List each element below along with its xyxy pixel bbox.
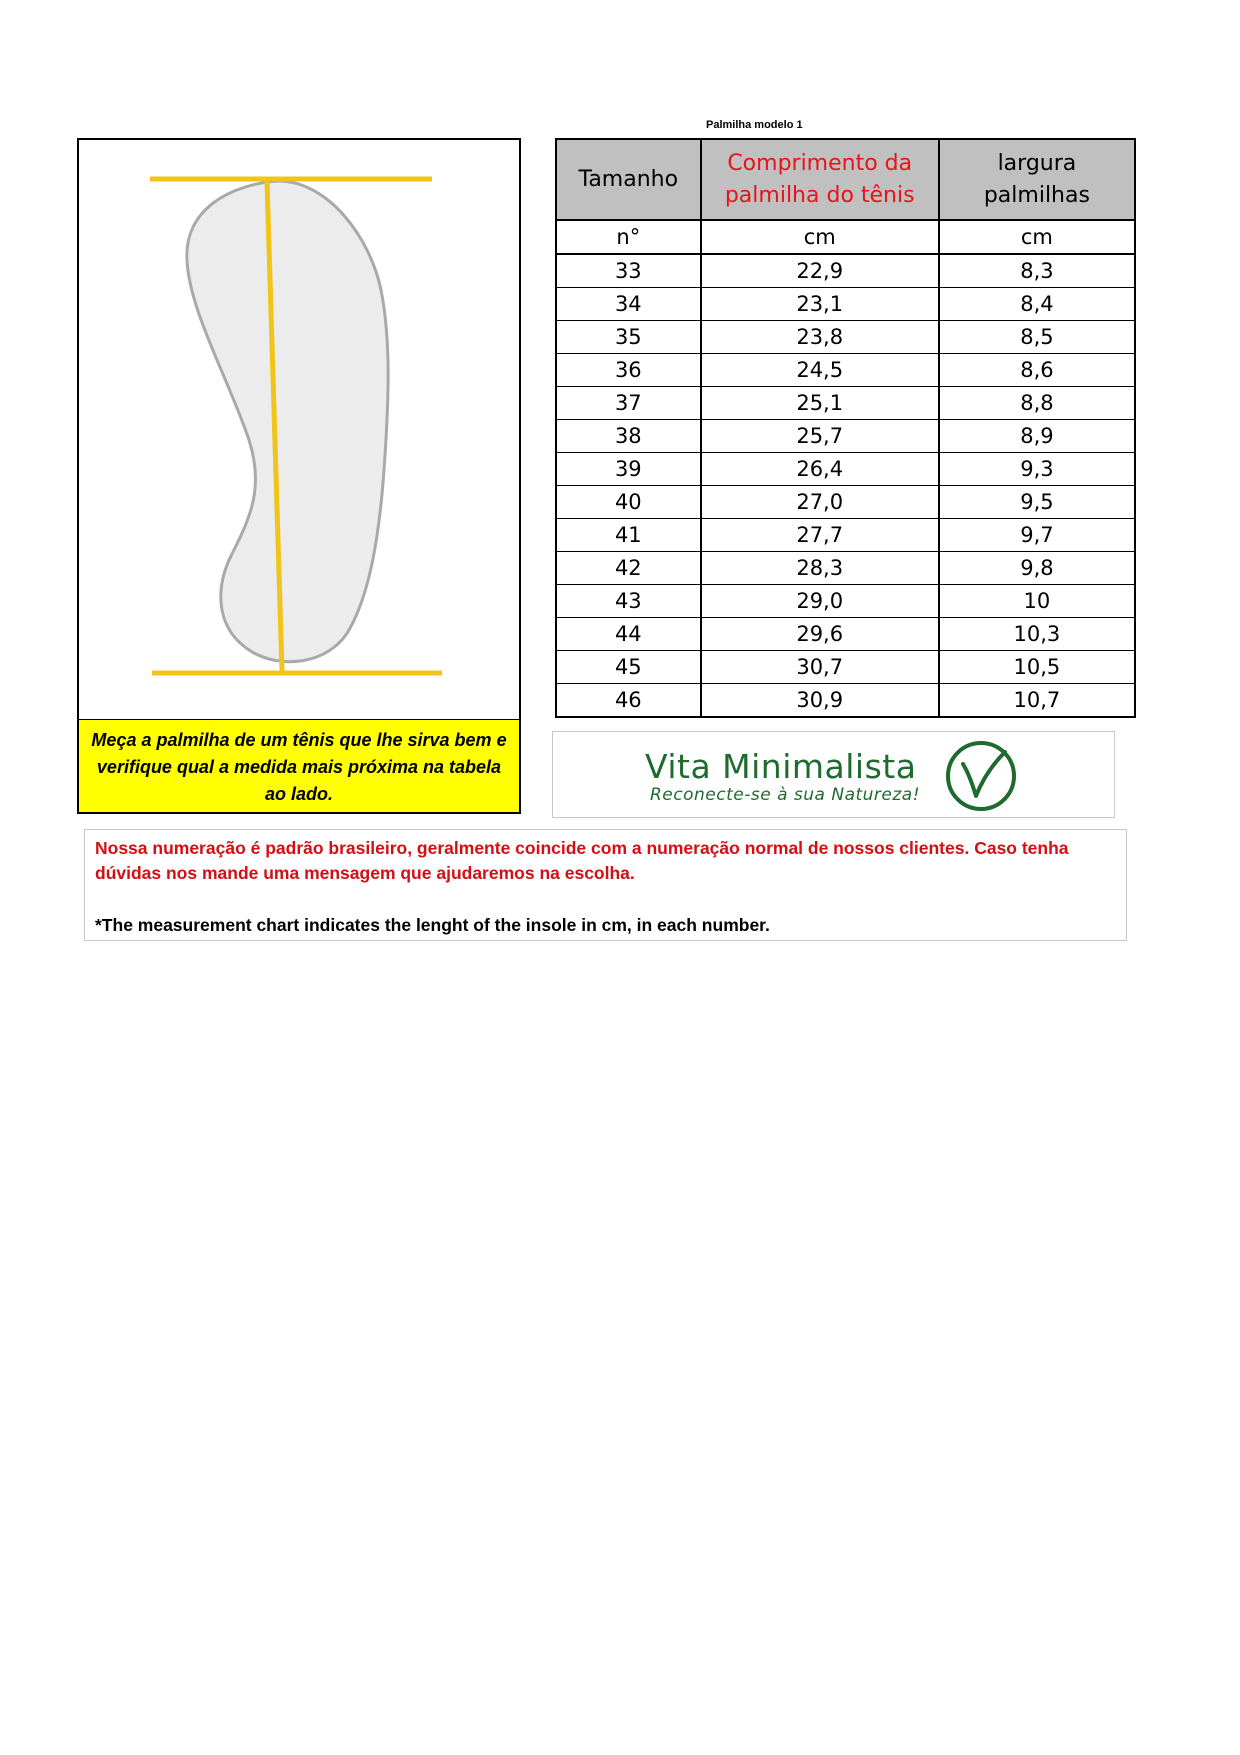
cell-length: 25,1 bbox=[701, 387, 939, 420]
table-caption: Palmilha modelo 1 bbox=[706, 119, 803, 131]
cell-size: 42 bbox=[556, 552, 701, 585]
unit-length: cm bbox=[701, 220, 939, 254]
cell-size: 40 bbox=[556, 486, 701, 519]
cell-width: 10,5 bbox=[939, 651, 1135, 684]
table-row bbox=[556, 486, 1135, 519]
table-row bbox=[556, 651, 1135, 684]
sizing-note-english: *The measurement chart indicates the lenght of the insole in cm, in each number. bbox=[95, 915, 770, 935]
table-header-row bbox=[556, 139, 1135, 220]
notes-box bbox=[84, 829, 1127, 941]
cell-size: 39 bbox=[556, 453, 701, 486]
cell-width: 8,8 bbox=[939, 387, 1135, 420]
sizing-note-portuguese: Nossa numeração é padrão brasileiro, geralmente coincide com a numeração normal de nossos clientes. Caso tenha dúvidas nos mande uma mensagem que ajudaremos na escolha. bbox=[95, 838, 1069, 883]
cell-size: 46 bbox=[556, 684, 701, 718]
cell-width: 10,7 bbox=[939, 684, 1135, 718]
cell-size: 43 bbox=[556, 585, 701, 618]
brand-tagline: Reconecte-se à sua Natureza! bbox=[650, 785, 921, 805]
table-row bbox=[556, 519, 1135, 552]
unit-size: n° bbox=[556, 220, 701, 254]
cell-length: 30,7 bbox=[701, 651, 939, 684]
cell-width: 9,7 bbox=[939, 519, 1135, 552]
brand-logo bbox=[552, 731, 1115, 818]
table-row bbox=[556, 585, 1135, 618]
cell-length: 27,7 bbox=[701, 519, 939, 552]
cell-size: 37 bbox=[556, 387, 701, 420]
cell-length: 27,0 bbox=[701, 486, 939, 519]
table-row bbox=[556, 254, 1135, 288]
table-row bbox=[556, 420, 1135, 453]
cell-size: 38 bbox=[556, 420, 701, 453]
table-row bbox=[556, 387, 1135, 420]
cell-size: 45 bbox=[556, 651, 701, 684]
cell-length: 26,4 bbox=[701, 453, 939, 486]
cell-length: 28,3 bbox=[701, 552, 939, 585]
insole-illustration-panel bbox=[77, 138, 521, 814]
table-row bbox=[556, 618, 1135, 651]
cell-length: 24,5 bbox=[701, 354, 939, 387]
size-table bbox=[555, 138, 1136, 718]
table-row bbox=[556, 321, 1135, 354]
cell-width: 9,8 bbox=[939, 552, 1135, 585]
cell-length: 23,8 bbox=[701, 321, 939, 354]
cell-length: 29,6 bbox=[701, 618, 939, 651]
cell-length: 22,9 bbox=[701, 254, 939, 288]
cell-size: 35 bbox=[556, 321, 701, 354]
unit-width: cm bbox=[939, 220, 1135, 254]
check-circle-icon bbox=[945, 740, 1017, 812]
brand-name: Vita Minimalista bbox=[645, 747, 917, 786]
cell-width: 8,6 bbox=[939, 354, 1135, 387]
table-row bbox=[556, 552, 1135, 585]
table-row bbox=[556, 453, 1135, 486]
header-size: Tamanho bbox=[556, 139, 701, 220]
cell-size: 41 bbox=[556, 519, 701, 552]
cell-width: 8,5 bbox=[939, 321, 1135, 354]
table-row bbox=[556, 354, 1135, 387]
measurement-instruction: Meça a palmilha de um tênis que lhe sirva bem e verifique qual a medida mais próxima na tabela ao lado. bbox=[79, 719, 519, 812]
header-width: largura palmilhas bbox=[939, 139, 1135, 220]
cell-width: 8,4 bbox=[939, 288, 1135, 321]
cell-length: 29,0 bbox=[701, 585, 939, 618]
insole-shape bbox=[187, 181, 388, 662]
cell-size: 33 bbox=[556, 254, 701, 288]
cell-size: 36 bbox=[556, 354, 701, 387]
cell-size: 44 bbox=[556, 618, 701, 651]
table-row bbox=[556, 684, 1135, 718]
insole-diagram bbox=[79, 140, 519, 720]
cell-length: 25,7 bbox=[701, 420, 939, 453]
table-row bbox=[556, 288, 1135, 321]
cell-length: 23,1 bbox=[701, 288, 939, 321]
unit-row bbox=[556, 220, 1135, 254]
header-length: Comprimento da palmilha do tênis bbox=[701, 139, 939, 220]
cell-width: 10,3 bbox=[939, 618, 1135, 651]
cell-size: 34 bbox=[556, 288, 701, 321]
cell-width: 10 bbox=[939, 585, 1135, 618]
cell-width: 9,5 bbox=[939, 486, 1135, 519]
cell-width: 8,3 bbox=[939, 254, 1135, 288]
cell-width: 9,3 bbox=[939, 453, 1135, 486]
cell-width: 8,9 bbox=[939, 420, 1135, 453]
cell-length: 30,9 bbox=[701, 684, 939, 718]
